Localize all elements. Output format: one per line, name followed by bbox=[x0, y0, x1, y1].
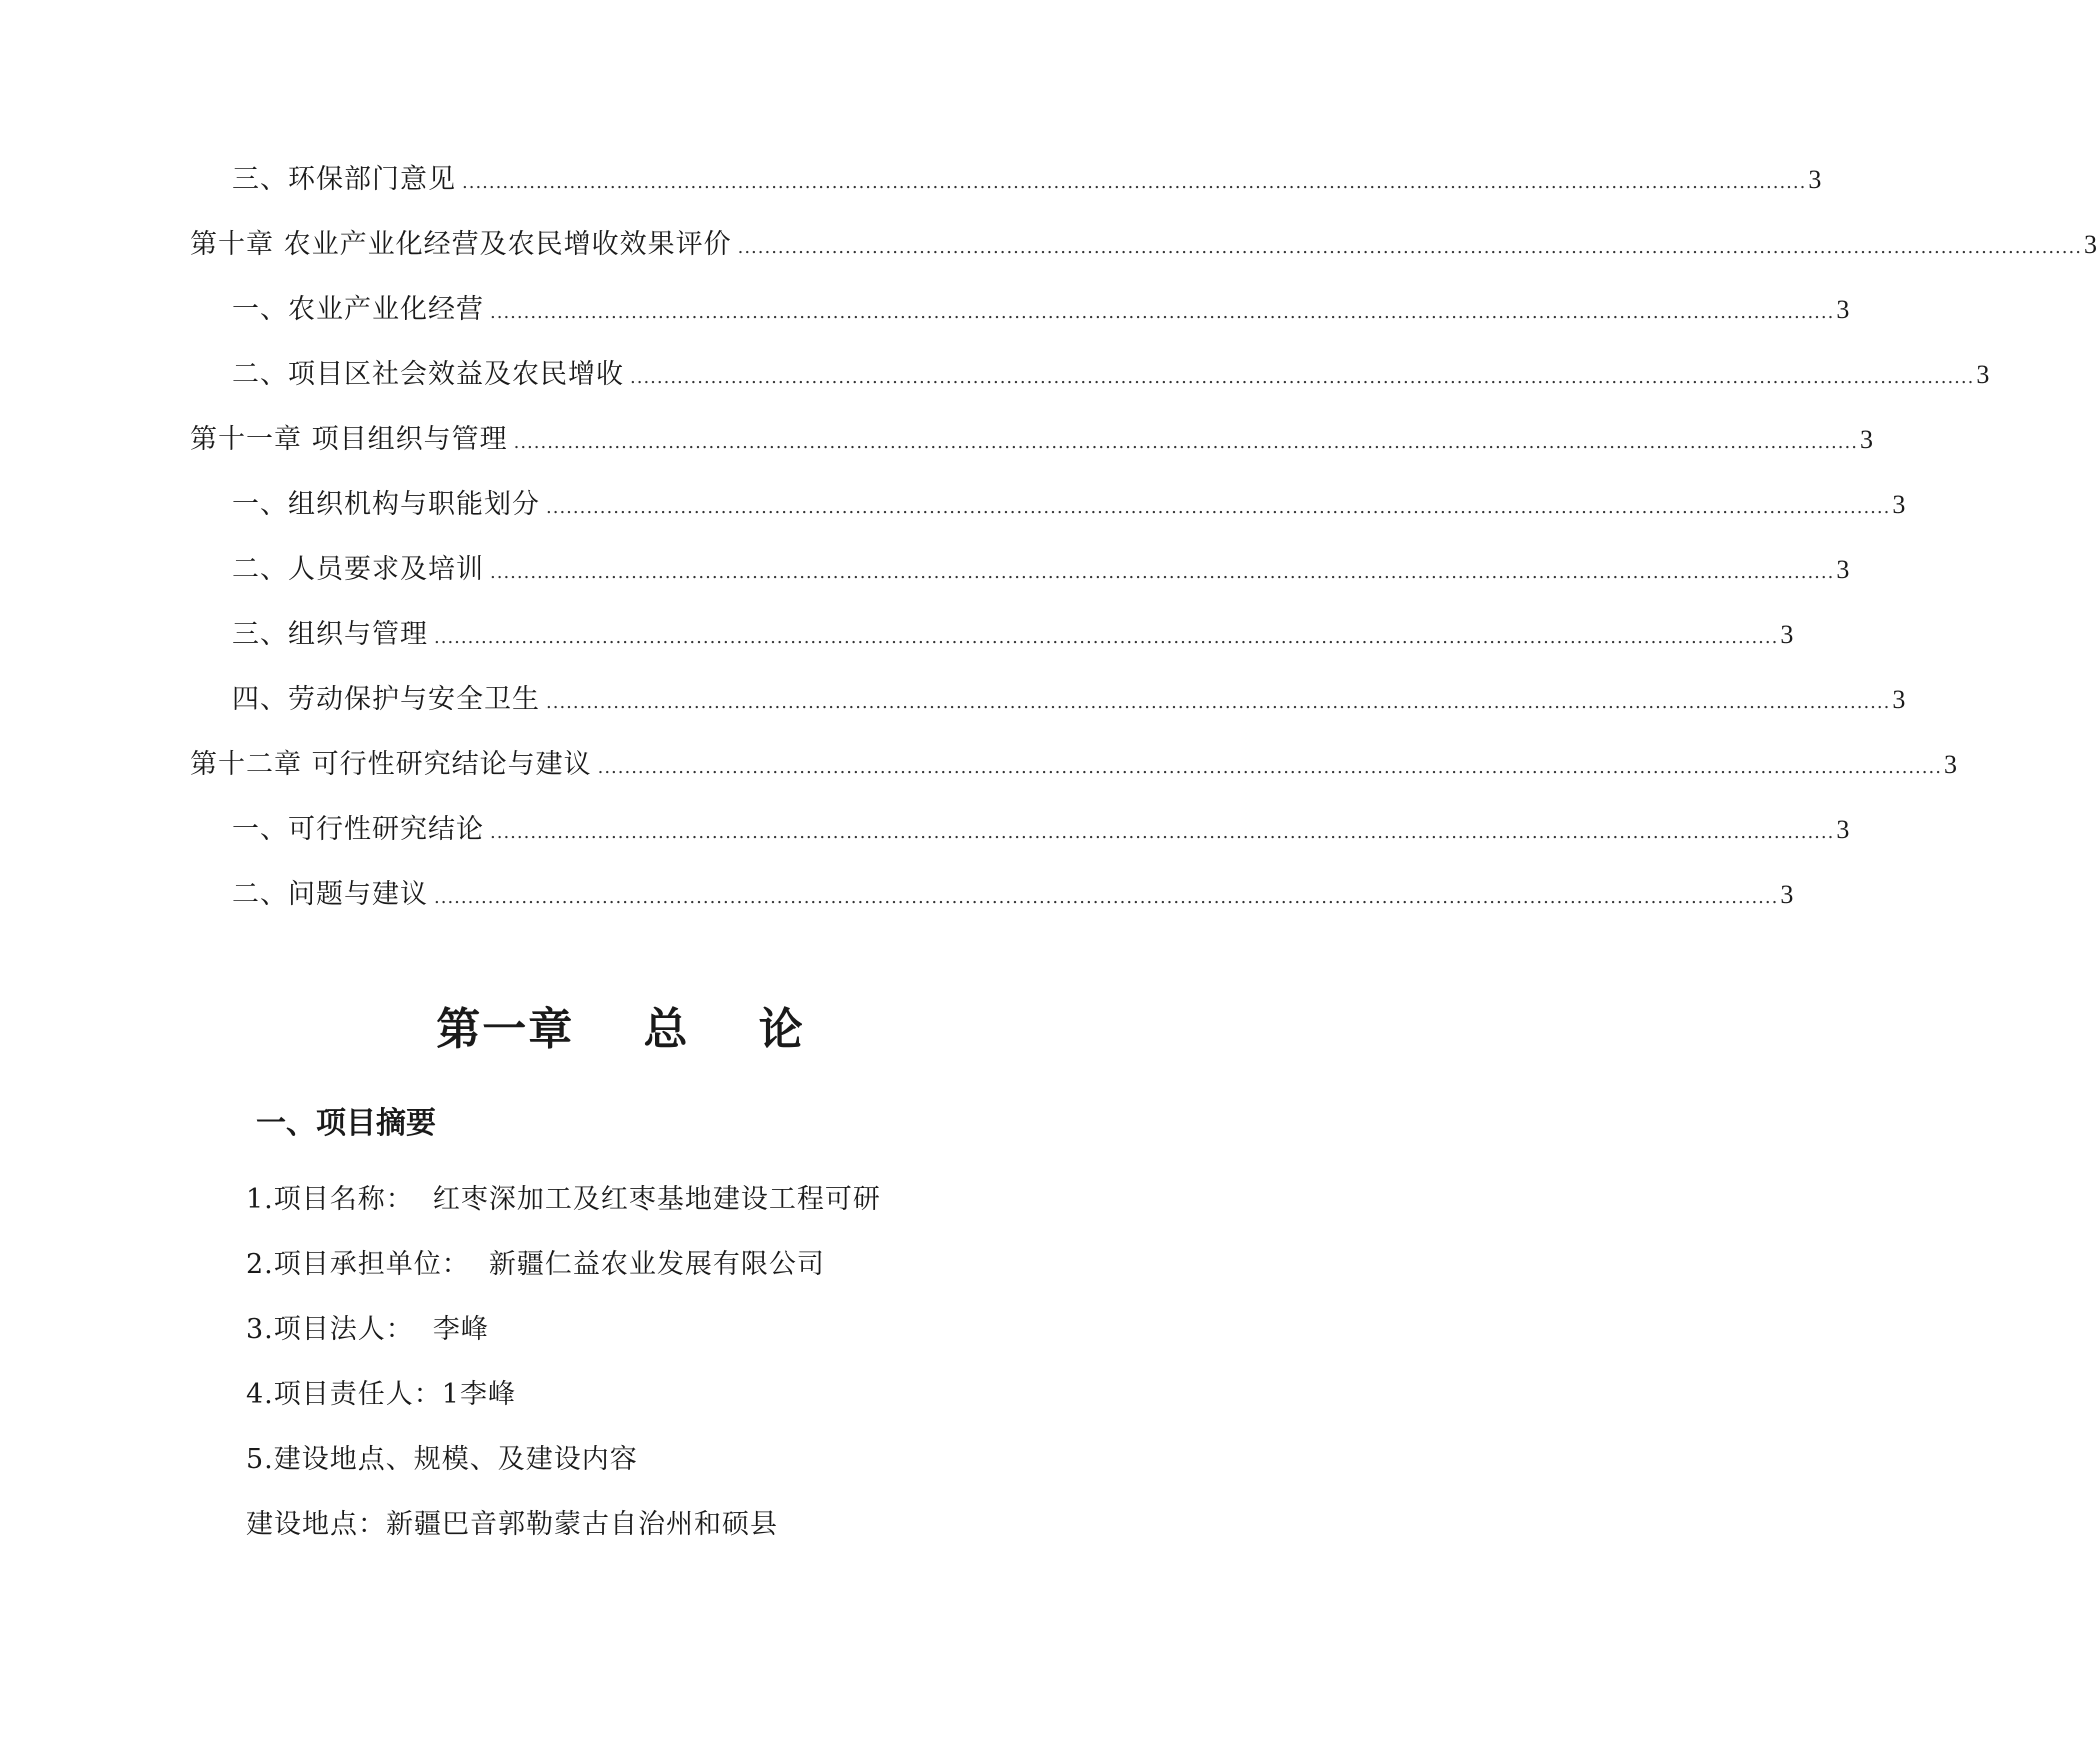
toc-entry-page: 3 bbox=[1892, 685, 1906, 714]
body-paragraph: 4.项目责任人：1李峰 bbox=[246, 1379, 516, 1410]
toc-leader-dots: ........................................................................................................................................................................................................ bbox=[490, 302, 1835, 323]
toc-entry[interactable] bbox=[232, 615, 1794, 655]
toc-entry[interactable] bbox=[232, 160, 1822, 200]
toc-entry-page: 3 bbox=[1780, 620, 1794, 649]
toc-entry-title: 第十二章 可行性研究结论与建议 bbox=[190, 749, 592, 780]
toc-leader-dots: ........................................................................................................................................................................................................ bbox=[434, 887, 1779, 908]
toc-entry-title: 四、劳动保护与安全卫生 bbox=[232, 684, 540, 715]
toc-entry-page: 3 bbox=[1780, 880, 1794, 909]
toc-entry-title: 二、人员要求及培训 bbox=[232, 554, 484, 585]
chapter-heading: 第一章 总 论 bbox=[436, 1004, 805, 1055]
toc-leader-dots: ........................................................................................................................................................................................................ bbox=[630, 367, 1975, 388]
toc-leader-dots: ........................................................................................................................................................................................................ bbox=[546, 692, 1891, 713]
toc-entry-title: 三、环保部门意见 bbox=[232, 164, 456, 195]
body-paragraph: 建设地点：新疆巴音郭勒蒙古自治州和硕县 bbox=[246, 1509, 778, 1540]
toc-entry[interactable] bbox=[190, 745, 1957, 785]
toc-entry-title: 二、项目区社会效益及农民增收 bbox=[232, 359, 624, 390]
section-heading: 一、项目摘要 bbox=[256, 1106, 436, 1141]
toc-entry-page: 3 bbox=[1836, 295, 1850, 324]
toc-entry[interactable] bbox=[232, 290, 1850, 330]
toc-entry[interactable] bbox=[190, 225, 2097, 265]
toc-entry-title: 一、农业产业化经营 bbox=[232, 294, 484, 325]
body-paragraph: 2.项目承担单位： 新疆仁益农业发展有限公司 bbox=[246, 1249, 825, 1280]
toc-leader-dots: ........................................................................................................................................................................................................ bbox=[462, 172, 1807, 193]
body-paragraph: 1.项目名称： 红枣深加工及红枣基地建设工程可研 bbox=[246, 1184, 881, 1215]
toc-entry-title: 一、组织机构与职能划分 bbox=[232, 489, 540, 520]
toc-leader-dots: ........................................................................................................................................................................................................ bbox=[546, 497, 1891, 518]
toc-entry-page: 3 bbox=[1943, 750, 1957, 779]
toc-entry-title: 一、可行性研究结论 bbox=[232, 814, 484, 845]
toc-entry[interactable] bbox=[232, 810, 1850, 850]
toc-entry[interactable] bbox=[232, 680, 1906, 720]
toc-entry-title: 三、组织与管理 bbox=[232, 619, 428, 650]
toc-entry-page: 3 bbox=[1808, 165, 1822, 194]
toc-entry-page: 3 bbox=[1836, 815, 1850, 844]
toc-entry-title: 第十章 农业产业化经营及农民增收效果评价 bbox=[190, 229, 732, 260]
toc-entry-page: 3 bbox=[1976, 360, 1990, 389]
toc-entry-page: 3 bbox=[1892, 490, 1906, 519]
toc-entry-title: 二、问题与建议 bbox=[232, 879, 428, 910]
body-paragraph: 3.项目法人： 李峰 bbox=[246, 1314, 489, 1345]
toc-entry-title: 第十一章 项目组织与管理 bbox=[190, 424, 508, 455]
toc-leader-dots: ........................................................................................................................................................................................................ bbox=[490, 562, 1835, 583]
toc-entry[interactable] bbox=[190, 420, 1873, 460]
toc-entry[interactable] bbox=[232, 355, 1990, 395]
toc-entry[interactable] bbox=[232, 550, 1850, 590]
toc-leader-dots: ........................................................................................................................................................................................................ bbox=[737, 237, 2082, 258]
toc-entry-page: 3 bbox=[1836, 555, 1850, 584]
toc-leader-dots: ........................................................................................................................................................................................................ bbox=[490, 822, 1835, 843]
toc-entry-page: 3 bbox=[1859, 425, 1873, 454]
toc-leader-dots: ........................................................................................................................................................................................................ bbox=[597, 757, 1942, 778]
body-paragraph: 5.建设地点、规模、及建设内容 bbox=[246, 1444, 638, 1475]
toc-leader-dots: ........................................................................................................................................................................................................ bbox=[434, 627, 1779, 648]
toc-entry[interactable] bbox=[232, 485, 1906, 525]
toc-leader-dots: ........................................................................................................................................................................................................ bbox=[513, 432, 1858, 453]
toc-entry-page: 3 bbox=[2083, 230, 2097, 259]
toc-entry[interactable] bbox=[232, 875, 1794, 915]
